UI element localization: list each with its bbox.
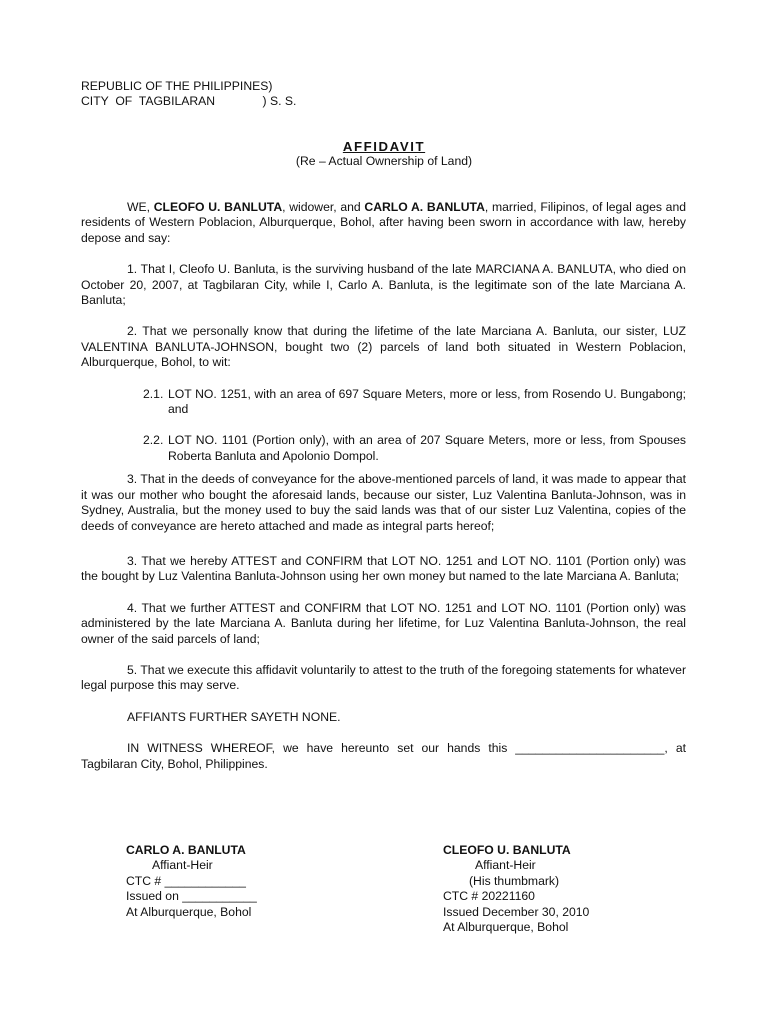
- paragraph-2: 2. That we personally know that during the lifetime of the late Marciana A. Banluta, our sister, LUZ VALENTINA BANLUTA-JOHNSON, bought two (2) parcels of land both situated in Western Poblacion, Alburquerque, Bohol, to wit:: [81, 324, 686, 370]
- affiant-name-carlo: CARLO A. BANLUTA: [364, 200, 485, 214]
- title-block: [0, 139, 768, 170]
- signatory-place: At Alburquerque, Bohol: [126, 904, 252, 919]
- sub-item-2-2: [143, 433, 686, 464]
- sub-item-text: LOT NO. 1101 (Portion only), with an area of 207 Square Meters, more or less, from Spouses Roberta Banluta and Apolonio Dompol.: [168, 433, 686, 463]
- intro-rest: , married, Filipinos, of legal ages and residents of Western Poblacion, Alburquerque, Bohol, after having been sworn in accordance with law, hereby depose and say:: [81, 200, 687, 245]
- sub-item-number: 2.2.: [143, 433, 164, 448]
- paragraph-3a: 3. That in the deeds of conveyance for the above-mentioned parcels of land, it was made to appear that it was our mother who bought the aforesaid lands, because our sister, Luz Valentina Banluta-Johnson, was in Sydney, Australia, but the money used to buy the said lands was that of our sister Luz Valentina, copies of the deeds of conveyance are hereto attached and made as integral parts hereof;: [81, 472, 686, 533]
- sub-item-2-1: [143, 387, 686, 418]
- paragraph-5: 5. That we execute this affidavit voluntarily to attest to the truth of the foregoing statements for whatever legal purpose this may serve.: [81, 662, 686, 693]
- paragraph-3b: 3. That we hereby ATTEST and CONFIRM that LOT NO. 1251 and LOT NO. 1101 (Portion only) was the bought by Luz Valentina Banluta-Johnson using her own money but named to the late Marciana A. Banluta;: [81, 553, 686, 584]
- affiant-name-cleofo: CLEOFO U. BANLUTA: [153, 200, 283, 214]
- signatory-role: Affiant-Heir: [152, 858, 213, 873]
- venue-republic: REPUBLIC OF THE PHILIPPINES): [81, 79, 273, 93]
- further-sayeth: AFFIANTS FURTHER SAYETH NONE.: [127, 709, 341, 724]
- paragraph-1: 1. That I, Cleofo U. Banluta, is the surviving husband of the late MARCIANA A. BANLUTA, who died on October 20, 2007, at Tagbilaran City, while I, Carlo A. Banluta, is the legitimate son of the late Marciana A. Banluta;: [81, 262, 686, 308]
- document-subtitle: (Re – Actual Ownership of Land): [295, 154, 473, 169]
- signatory-place: At Alburquerque, Bohol: [443, 920, 569, 935]
- affidavit-body: [81, 200, 686, 772]
- intro-paragraph: [81, 200, 686, 246]
- sub-item-number: 2.1.: [143, 386, 164, 401]
- signatory-issued: Issued on ___________: [126, 889, 257, 904]
- signatory-name: CLEOFO U. BANLUTA: [443, 843, 571, 857]
- signature-block-right: [443, 843, 589, 935]
- signature-block-left: [126, 843, 257, 920]
- witness-clause: IN WITNESS WHEREOF, we have hereunto set our hands this ______________________, at Tagbilaran City, Bohol, Philippines.: [81, 741, 686, 771]
- intro-we: WE,: [127, 200, 154, 214]
- paragraph-4: 4. That we further ATTEST and CONFIRM that LOT NO. 1251 and LOT NO. 1101 (Portion only) was administered by the late Marciana A. Banluta during her lifetime, for Luz Valentina Banluta-Johnson, the real owner of the said parcels of land;: [81, 600, 686, 646]
- signatory-ctc: CTC # ____________: [126, 873, 246, 888]
- venue-city: CITY OF TAGBILARAN ) S. S.: [81, 94, 297, 109]
- signatory-ctc: CTC # 20221160: [443, 889, 535, 904]
- signatory-thumbmark: (His thumbmark): [469, 873, 560, 888]
- sub-item-text: LOT NO. 1251, with an area of 697 Square Meters, more or less, from Rosendo U. Bungabong; and: [168, 386, 686, 417]
- signatory-name: CARLO A. BANLUTA: [126, 843, 246, 857]
- intro-mid: , widower, and: [282, 200, 365, 214]
- document-title: AFFIDAVIT: [342, 139, 426, 154]
- signatory-role: Affiant-Heir: [475, 858, 536, 873]
- signatory-issued: Issued December 30, 2010: [443, 904, 590, 919]
- venue-header: [81, 79, 296, 110]
